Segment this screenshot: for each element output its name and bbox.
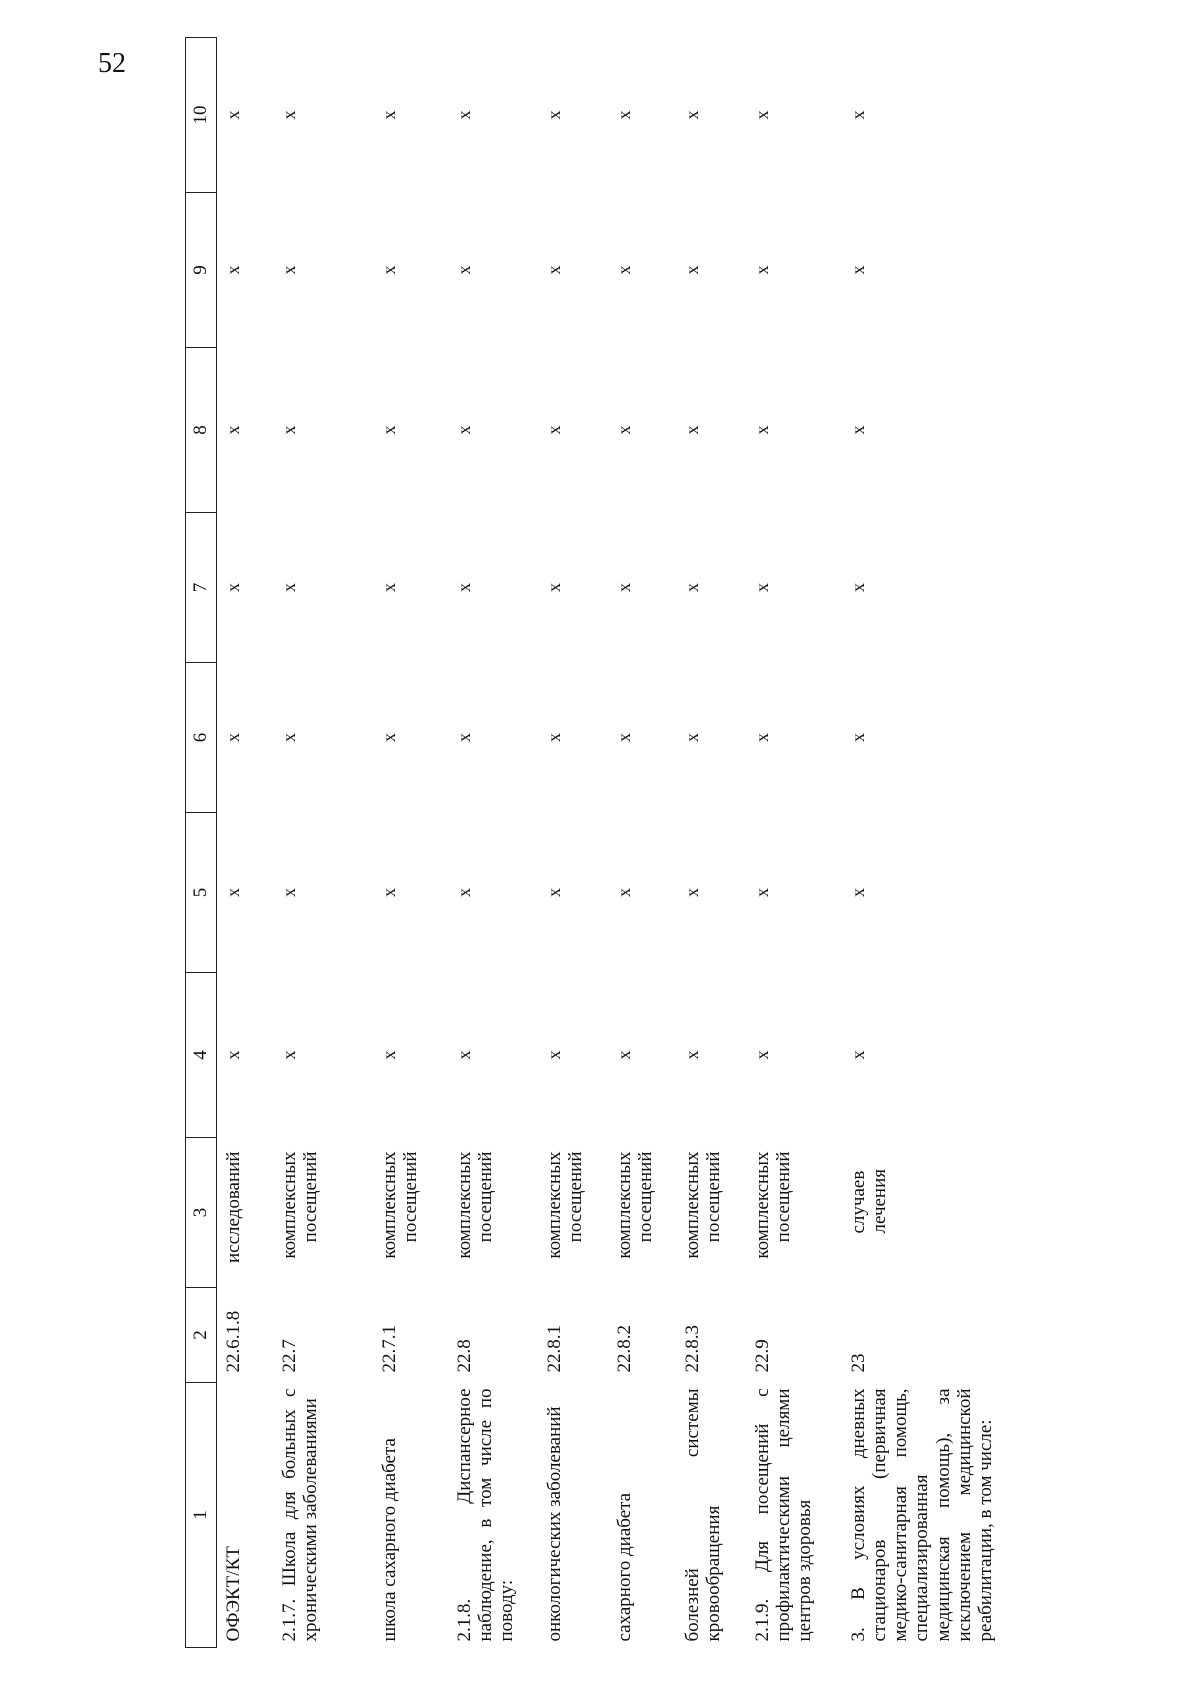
row-value: х: [751, 888, 772, 897]
row-name: сахарного диабета: [613, 1492, 635, 1642]
row-value: х: [751, 110, 772, 120]
row-value: х: [453, 888, 474, 897]
row-value: х: [453, 583, 474, 592]
row-value: х: [847, 888, 868, 897]
row-value: х: [378, 888, 399, 897]
row-value: х: [278, 110, 299, 120]
row-value: х: [543, 110, 564, 120]
row-value: х: [681, 425, 702, 435]
row-name: 2.1.7. Школа для больных с хроническими заболеваниями: [278, 1388, 321, 1642]
row-value: х: [613, 583, 634, 592]
row-value: х: [751, 733, 772, 742]
table-row: [448, 38, 538, 1648]
row-code: 23: [847, 1353, 869, 1373]
row-value: х: [847, 110, 868, 120]
rotated-table-page: [185, 38, 1195, 1648]
row-value: х: [378, 110, 399, 120]
row-code: 22.7.1: [378, 1325, 400, 1373]
row-name: онкологических заболеваний: [543, 1406, 565, 1642]
row-value: х: [453, 733, 474, 742]
row-value: х: [751, 265, 772, 275]
row-value: х: [613, 1050, 634, 1060]
row-unit: комплексных посещений: [751, 1151, 794, 1259]
row-value: х: [847, 1050, 868, 1060]
table-row: [538, 38, 608, 1648]
row-value: х: [543, 583, 564, 592]
row-value: х: [278, 265, 299, 275]
row-value: х: [223, 265, 243, 275]
row-value: х: [278, 425, 299, 435]
row-value: х: [453, 265, 474, 275]
row-value: х: [751, 425, 772, 435]
row-unit: комплексных посещений: [453, 1151, 496, 1259]
row-value: х: [378, 583, 399, 592]
row-value: х: [223, 583, 243, 592]
row-unit: комплексных посещений: [613, 1151, 656, 1259]
row-value: х: [223, 1050, 243, 1060]
row-name: 2.1.8. Диспансерное наблюдение, в том числе по поводу:: [453, 1388, 518, 1642]
col-header-5: 5: [186, 813, 217, 973]
column-number-header: [186, 38, 217, 1648]
table-row: [217, 38, 273, 1648]
row-value: х: [681, 583, 702, 592]
row-value: х: [613, 265, 634, 275]
row-code: 22.8.2: [613, 1325, 635, 1373]
table-row: [746, 38, 842, 1648]
table-row: [608, 38, 676, 1648]
col-header-8: 8: [186, 348, 217, 513]
row-value: х: [378, 733, 399, 742]
row-name: 2.1.9. Для посещений с профилактическими целями центров здоровья: [751, 1388, 816, 1642]
row-value: х: [278, 1050, 299, 1060]
row-unit: комплексных посещений: [681, 1151, 724, 1259]
col-header-6: 6: [186, 663, 217, 813]
data-table: [185, 37, 1072, 1648]
row-value: х: [453, 110, 474, 120]
row-value: х: [847, 733, 868, 742]
col-header-9: 9: [186, 193, 217, 348]
row-value: х: [543, 425, 564, 435]
row-value: х: [223, 110, 243, 120]
table-row: [373, 38, 448, 1648]
table-row: [273, 38, 373, 1648]
col-header-3: 3: [186, 1138, 217, 1288]
row-name: 3. В условиях дневных стационаров (первичная медико-санитарная помощь, специализированная медицинская помощь), за исключением медицинской реабилитации, в том числе:: [847, 1388, 997, 1642]
row-value: х: [681, 265, 702, 275]
row-value: х: [543, 1050, 564, 1060]
row-value: х: [847, 425, 868, 435]
col-header-7: 7: [186, 513, 217, 663]
row-value: х: [543, 265, 564, 275]
row-name: ОФЭКТ/КТ: [223, 1546, 244, 1642]
row-value: х: [681, 733, 702, 742]
row-value: х: [378, 425, 399, 435]
row-value: х: [378, 265, 399, 275]
row-value: х: [613, 425, 634, 435]
row-name: школа сахарного диабета: [378, 1438, 400, 1642]
row-code: 22.8: [453, 1339, 475, 1373]
col-header-4: 4: [186, 973, 217, 1138]
row-value: х: [543, 733, 564, 742]
row-value: х: [453, 1050, 474, 1060]
col-header-2: 2: [186, 1288, 217, 1383]
row-unit: исследований: [223, 1151, 244, 1264]
page-number: 52: [98, 48, 126, 79]
table-row: [842, 38, 1072, 1648]
col-header-10: 10: [186, 38, 217, 193]
row-value: х: [613, 733, 634, 742]
row-code: 22.8.3: [681, 1325, 703, 1373]
row-unit: комплексных посещений: [378, 1151, 421, 1259]
row-name: болезней системы кровообращения: [681, 1388, 724, 1642]
table-row: [676, 38, 746, 1648]
row-value: х: [681, 888, 702, 897]
row-value: х: [453, 425, 474, 435]
row-code: 22.9: [751, 1339, 773, 1373]
row-value: х: [751, 1050, 772, 1060]
row-unit: случаев лечения: [847, 1168, 890, 1234]
row-unit: комплексных посещений: [278, 1151, 321, 1259]
row-value: х: [223, 888, 243, 897]
row-value: х: [223, 425, 243, 435]
row-code: 22.7: [278, 1339, 300, 1373]
row-value: х: [681, 110, 702, 120]
row-value: х: [681, 1050, 702, 1060]
row-value: х: [223, 733, 243, 742]
row-code: 22.8.1: [543, 1325, 565, 1373]
row-value: х: [278, 583, 299, 592]
row-code: 22.6.1.8: [223, 1310, 244, 1373]
row-value: х: [278, 888, 299, 897]
row-value: х: [751, 583, 772, 592]
row-unit: комплексных посещений: [543, 1151, 586, 1259]
row-value: х: [847, 265, 868, 275]
row-value: х: [278, 733, 299, 742]
row-value: х: [543, 888, 564, 897]
row-value: х: [847, 583, 868, 592]
row-value: х: [613, 110, 634, 120]
row-value: х: [613, 888, 634, 897]
col-header-1: 1: [186, 1383, 217, 1648]
row-value: х: [378, 1050, 399, 1060]
